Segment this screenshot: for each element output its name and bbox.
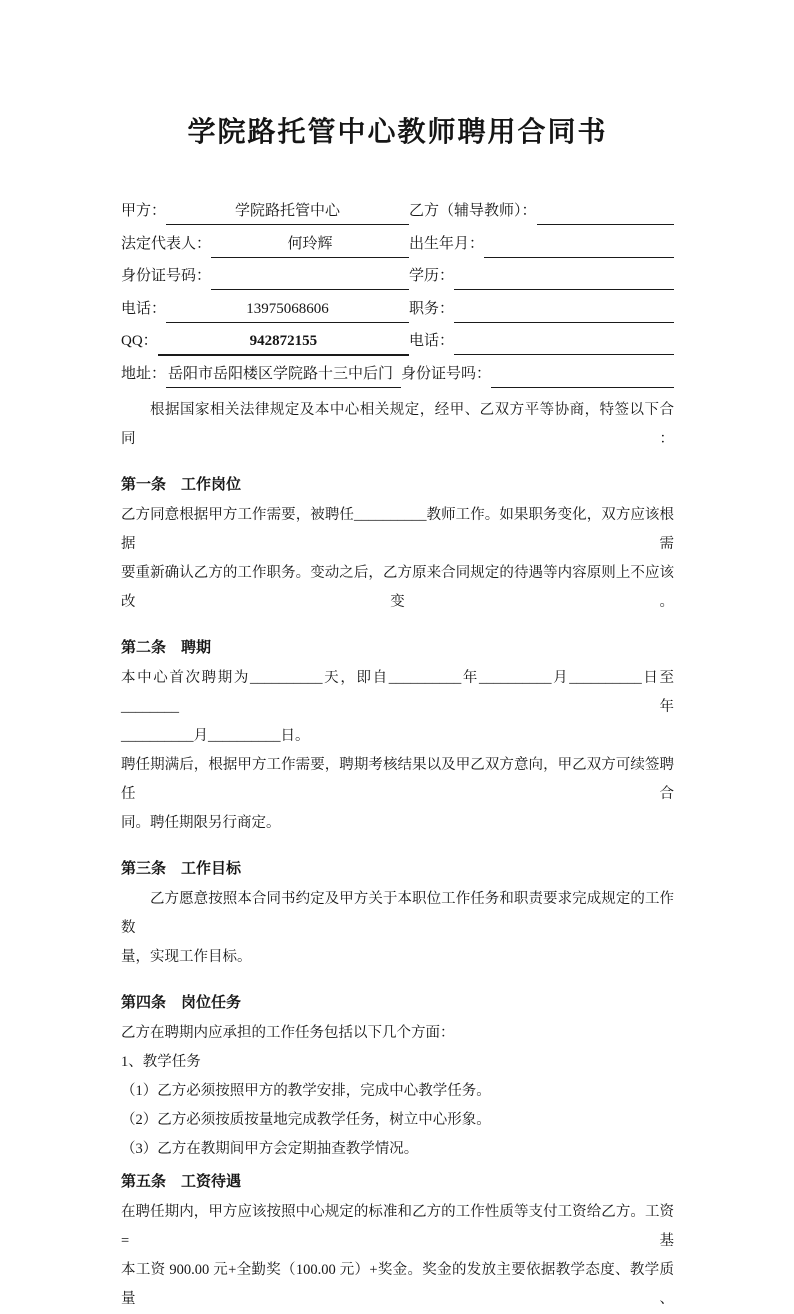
paragraph-line: 1、教学任务	[121, 1054, 201, 1070]
qq-cell	[121, 328, 409, 356]
paragraph-line: （2）乙方必须按质按量地完成教学任务，树立中心形象。	[121, 1112, 491, 1128]
position-cell	[409, 296, 674, 323]
party-b-field	[537, 198, 674, 225]
section-work-position	[121, 474, 674, 617]
section-1-heading: 第一条 工作岗位	[121, 477, 242, 493]
intro-paragraph: 根据国家相关法律规定及本中心相关规定，经甲、乙双方平等协商，特签以下合同：	[121, 402, 674, 447]
paragraph-line: 乙方同意根据甲方工作需要，被聘任__________教师工作。如果职务变化，双方应该根据需	[121, 507, 674, 552]
legal-representative-cell	[121, 231, 409, 258]
phone-a-field: 13975068606	[166, 296, 409, 323]
form-row-phone	[121, 296, 674, 329]
birth-date-label: 出生年月：	[409, 235, 485, 252]
party-a-cell	[121, 198, 409, 225]
form-row-party	[121, 198, 674, 231]
paragraph-line: 同。聘任期限另行商定。	[121, 815, 281, 831]
phone-b-label: 电话：	[409, 333, 455, 349]
qq-field: 942872155	[158, 328, 409, 356]
form-row-id-number	[121, 263, 674, 296]
section-2-heading: 第二条 聘期	[121, 640, 212, 656]
phone-b-field	[454, 328, 674, 355]
address-label: 地址：	[121, 365, 167, 382]
party-a-field: 学院路托管中心	[166, 198, 409, 225]
section-3-heading: 第三条 工作目标	[121, 861, 242, 877]
section-employment-term	[121, 637, 674, 838]
party-b-cell	[409, 198, 674, 225]
paragraph-line: 乙方在聘期内应承担的工作任务包括以下几个方面：	[121, 1025, 455, 1041]
paragraph-line: __________月__________日。	[121, 728, 310, 744]
address-field: 岳阳市岳阳楼区学院路十三中后门	[166, 361, 401, 388]
legal-representative-field: 何玲辉	[211, 231, 409, 258]
form-row-representative	[121, 231, 674, 264]
form-row-qq	[121, 328, 674, 361]
phone-a-cell	[121, 296, 409, 323]
section-salary	[121, 1171, 674, 1314]
section-job-tasks	[121, 992, 674, 1164]
contract-header-form	[121, 198, 674, 393]
section-5-heading: 第五条 工资待遇	[121, 1174, 242, 1190]
party-a-label: 甲方：	[121, 203, 167, 219]
document-title: 学院路托管中心教师聘用合同书	[187, 116, 608, 147]
paragraph-line: 本工资 900.00 元+全勤奖（100.00 元）+奖金。奖金的发放主要依据教学态度、教学质量、	[121, 1262, 674, 1307]
position-label: 职务：	[409, 300, 455, 317]
paragraph-line: 要重新确认乙方的工作职务。变动之后，乙方原来合同规定的待遇等内容原则上不应该改变。	[121, 565, 674, 610]
party-b-label: 乙方（辅导教师）：	[409, 203, 537, 219]
phone-b-cell	[409, 328, 674, 355]
id-number-cell	[121, 263, 409, 290]
paragraph-line: 乙方愿意按照本合同书约定及甲方关于本职位工作任务和职责要求完成规定的工作数	[121, 891, 674, 936]
paragraph-line: （3）乙方在教期间甲方会定期抽查教学情况。	[121, 1141, 419, 1157]
birth-date-cell	[409, 231, 674, 258]
section-4-heading: 第四条 岗位任务	[121, 995, 242, 1011]
position-field	[454, 296, 674, 323]
paragraph-line: 本中心首次聘期为__________天，即自__________年__________月__________日至________年	[121, 670, 674, 715]
qq-label: QQ：	[121, 333, 158, 349]
id-number-b-field	[491, 361, 674, 388]
birth-date-field	[484, 231, 674, 258]
education-cell	[409, 263, 674, 290]
paragraph-line: 量，实现工作目标。	[121, 949, 252, 965]
phone-a-label: 电话：	[121, 300, 167, 317]
id-number-field	[211, 263, 409, 290]
legal-representative-label: 法定代表人：	[121, 235, 212, 252]
id-number-label: 身份证号码：	[121, 268, 212, 284]
education-field	[454, 263, 674, 290]
form-row-address	[121, 361, 674, 394]
id-number-b-label: 身份证号吗：	[401, 365, 492, 382]
paragraph-line: （1）乙方必须按照甲方的教学安排，完成中心教学任务。	[121, 1083, 491, 1099]
section-work-goals	[121, 858, 674, 972]
paragraph-line: 聘任期满后，根据甲方工作需要，聘期考核结果以及甲乙双方意向，甲乙双方可续签聘任合	[121, 757, 674, 802]
education-label: 学历：	[409, 268, 455, 284]
paragraph-line: 在聘任期内，甲方应该按照中心规定的标准和乙方的工作性质等支付工资给乙方。工资=基	[121, 1204, 674, 1249]
